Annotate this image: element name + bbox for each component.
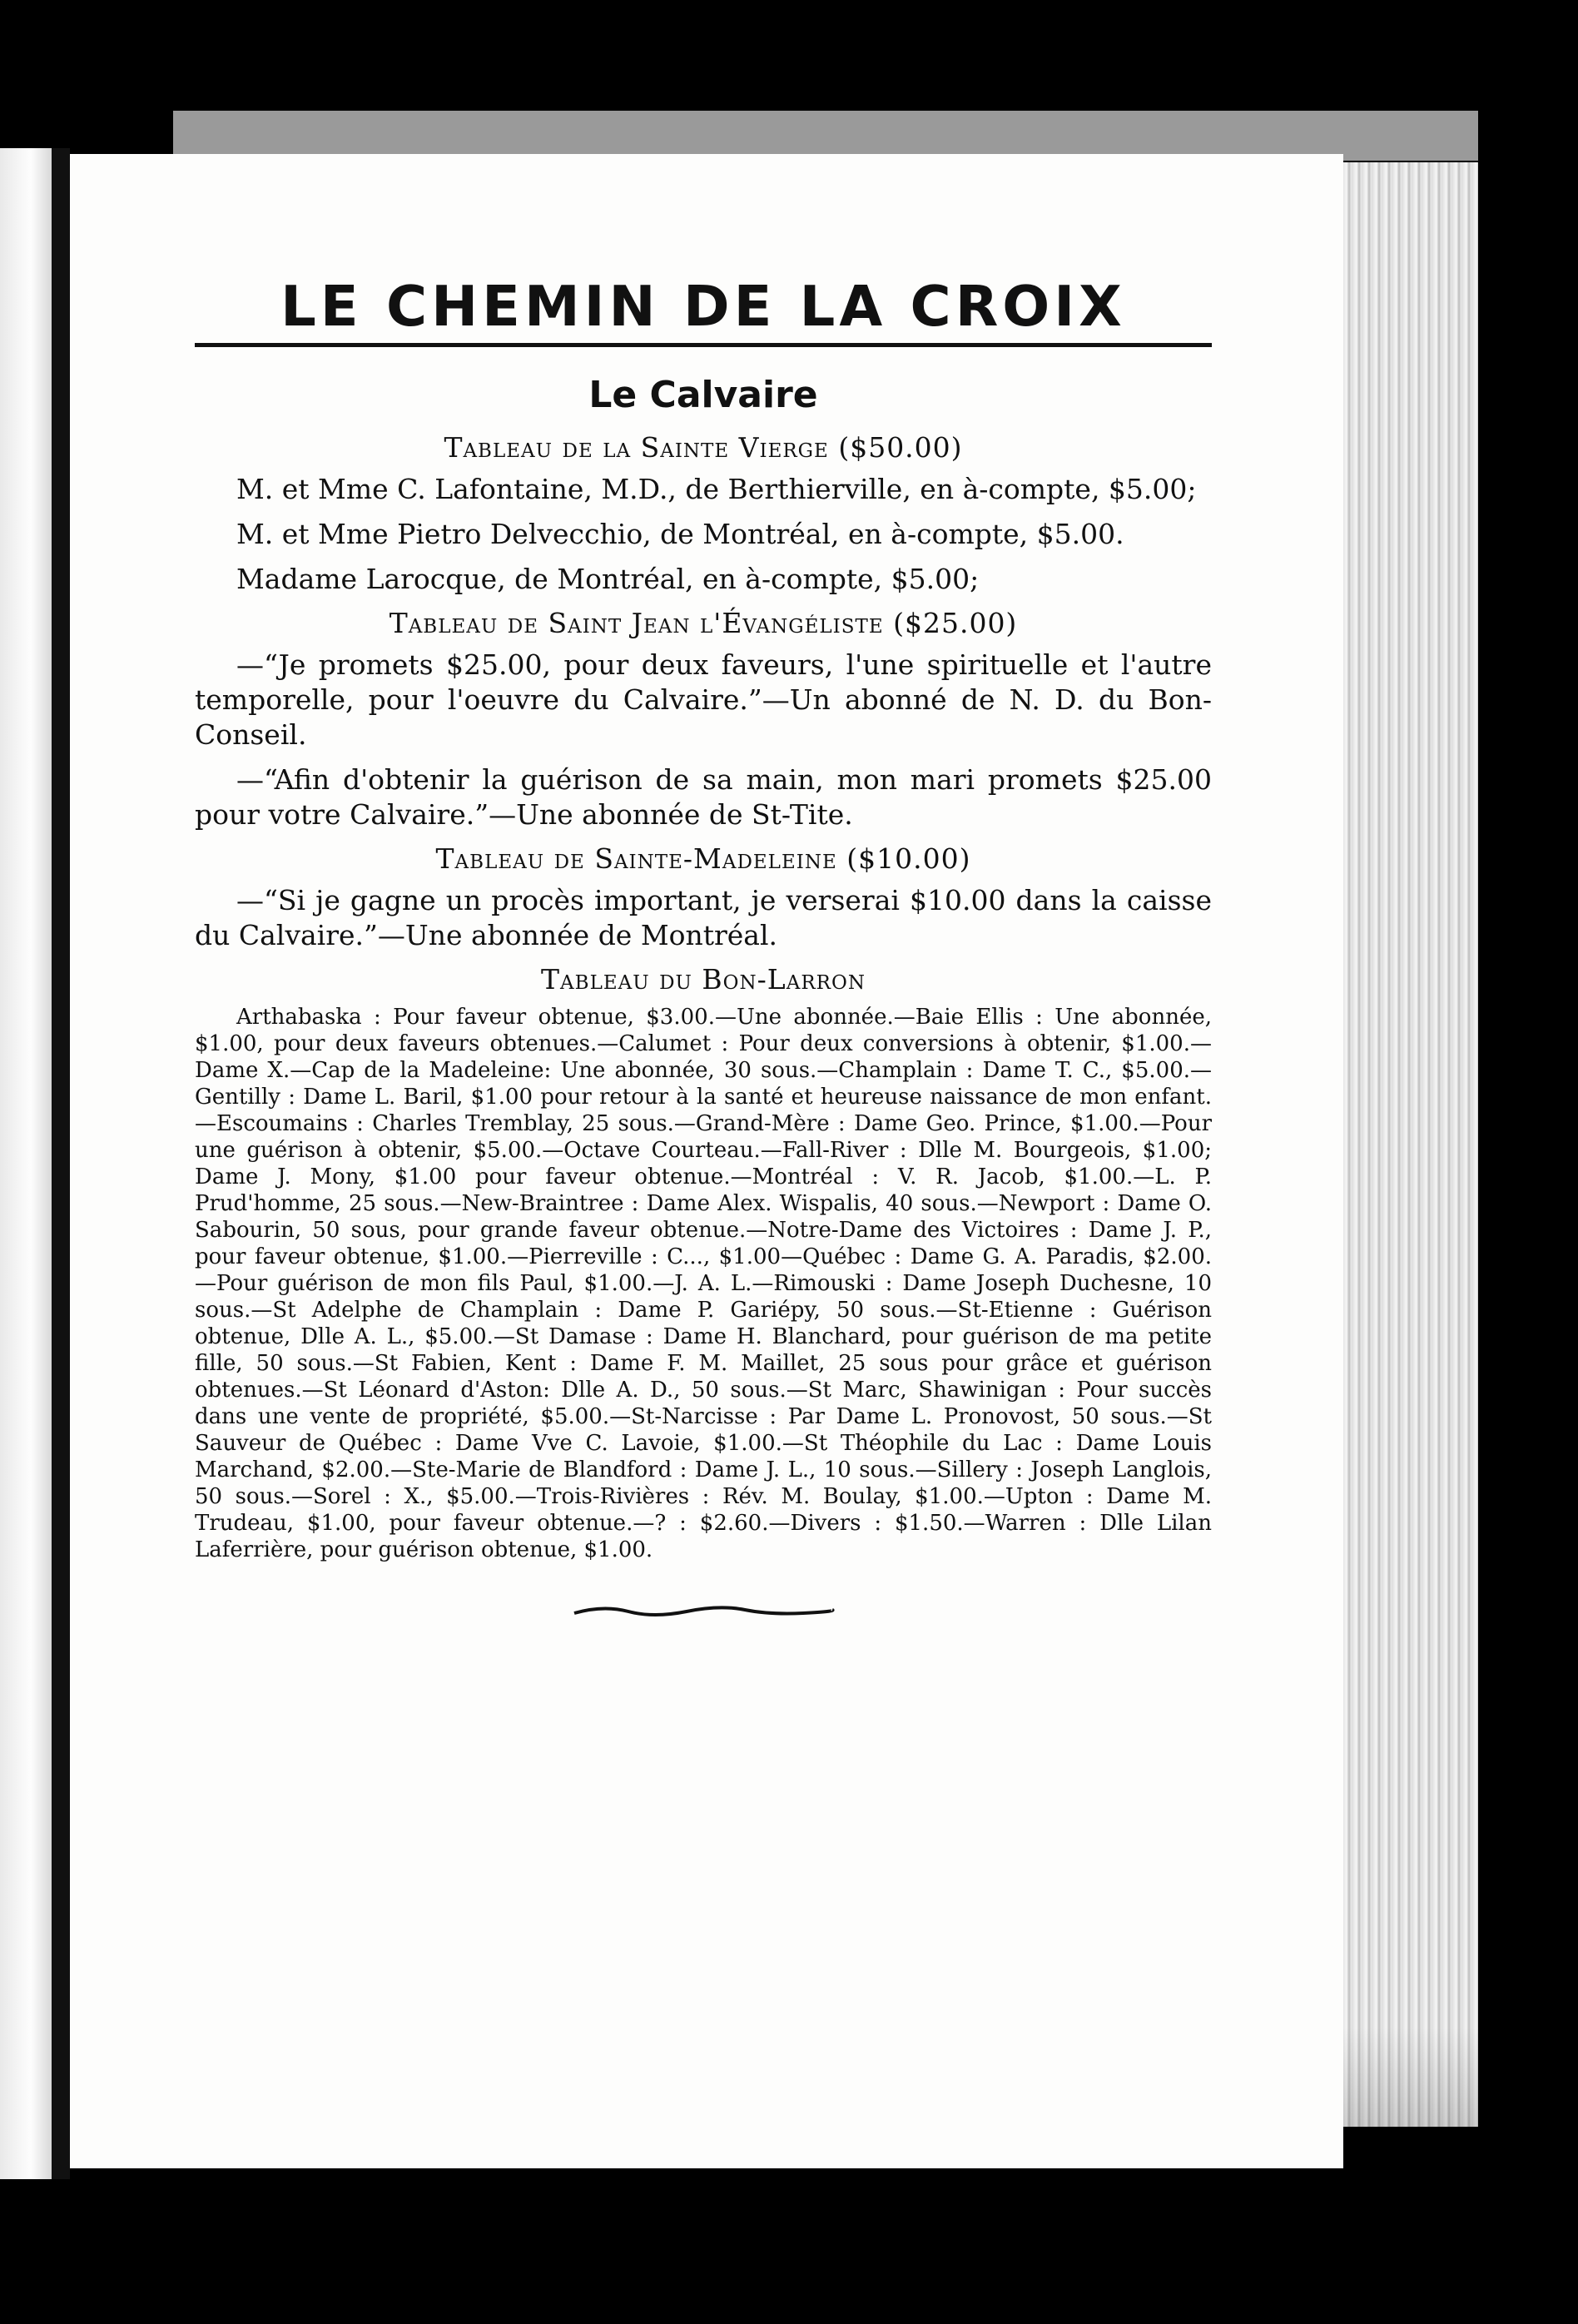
entry-st-tite: —“Afin d'obtenir la guérison de sa main, mon mari promets $25.00 pour votre Calvaire.”—Une abonnée de St-Tite.	[195, 763, 1212, 831]
section-heading-saint-jean: Tableau de Saint Jean l'Évangéliste ($25.00)	[389, 607, 1018, 639]
section-title: Le Calvaire	[588, 374, 818, 416]
book-spine-shadow	[52, 148, 70, 2179]
section-heading-bon-larron: Tableau du Bon-Larron	[541, 963, 866, 996]
entry-bon-conseil: —“Je promets $25.00, pour deux faveurs, l'une spirituelle et l'autre temporelle, pour l'oeuvre du Calvaire.”—Un abonné de N. D. du Bon-Conseil.	[195, 648, 1212, 751]
book-page	[70, 154, 1343, 2168]
page-content	[195, 274, 1212, 1623]
end-flourish-ornament	[570, 1598, 836, 1623]
section-heading-sainte-vierge: Tableau de la Sainte Vierge ($50.00)	[444, 431, 963, 464]
entry-lafontaine: M. et Mme C. Lafontaine, M.D., de Berthierville, en à-compte, $5.00;	[236, 473, 1197, 505]
entry-delvecchio: M. et Mme Pietro Delvecchio, de Montréal, en à-compte, $5.00.	[236, 518, 1124, 550]
entry-larocque: Madame Larocque, de Montréal, en à-compte, $5.00;	[236, 563, 980, 595]
masthead: LE CHEMIN DE LA CROIX	[280, 274, 1126, 339]
entry-montreal: —“Si je gagne un procès important, je verserai $10.00 dans la caisse du Calvaire.”—Une abonnée de Montréal.	[195, 884, 1212, 951]
book-top-edge	[173, 111, 1478, 161]
page-stack-edges	[1332, 162, 1478, 2127]
masthead-rule	[195, 343, 1212, 347]
entry-bon-larron-list: Arthabaska : Pour faveur obtenue, $3.00.—Une abonnée.—Baie Ellis : Une abonnée, $1.00, pour deux faveurs obtenues.—Calumet : Pour deux conversions à obtenir, $1.00.—Dame X.—Cap de la Madeleine: Une abonnée, 30 sous.—Champlain : Dame T. C., $5.00.—Gentilly : Dame L. Baril, $1.00 pour retour à la santé et heureuse naissance de mon enfant.—Escoumains : Charles Tremblay, 25 sous.—Grand-Mère : Dame Geo. Prince, $1.00.—Pour une guérison à obtenir, $5.00.—Octave Courteau.—Fall-River : Dlle M. Bourgeois, $1.00; Dame J. Mony, $1.00 pour faveur obtenue.—Montréal : V. R. Jacob, $1.00.—L. P. Prud'homme, 25 sous.—New-Braintree : Dame Alex. Wispalis, 40 sous.—Newport : Dame O. Sabourin, 50 sous, pour grande faveur obtenue.—Notre-Dame des Victoires : Dame J. P., pour faveur obtenue, $1.00.—Pierreville : C..., $1.00—Québec : Dame G. A. Paradis, $2.00.—Pour guérison de mon fils Paul, $1.00.—J. A. L.—Rimouski : Dame Joseph Duchesne, 10 sous.—St Adelphe de Champlain : Dame P. Gariépy, 50 sous.—St-Etienne : Guérison obtenue, Dlle A. L., $5.00.—St Damase : Dame H. Blanchard, pour guérison de ma petite fille, 50 sous.—St Fabien, Kent : Dame F. M. Maillet, 25 sous pour grâce et guérison obtenues.—St Léonard d'Aston: Dlle A. D., 50 sous.—St Marc, Shawinigan : Pour succès dans une vente de propriété, $5.00.—St-Narcisse : Par Dame L. Pronovost, 50 sous.—St Sauveur de Québec : Dame Vve C. Lavoie, $1.00.—St Théophile du Lac : Dame Louis Marchand, $2.00.—Ste-Marie de Blandford : Dame J. L., 10 sous.—Sillery : Joseph Langlois, 50 sous.—Sorel : X., $5.00.—Trois-Rivières : Rév. M. Boulay, $1.00.—Upton : Dame M. Trudeau, $1.00, pour faveur obtenue.—? : $2.60.—Divers : $1.50.—Warren : Dlle Lilan Laferrière, pour guérison obtenue, $1.00.	[195, 1005, 1212, 1562]
left-page-edge	[0, 148, 52, 2179]
section-heading-sainte-madeleine: Tableau de Sainte-Madeleine ($10.00)	[435, 842, 971, 875]
